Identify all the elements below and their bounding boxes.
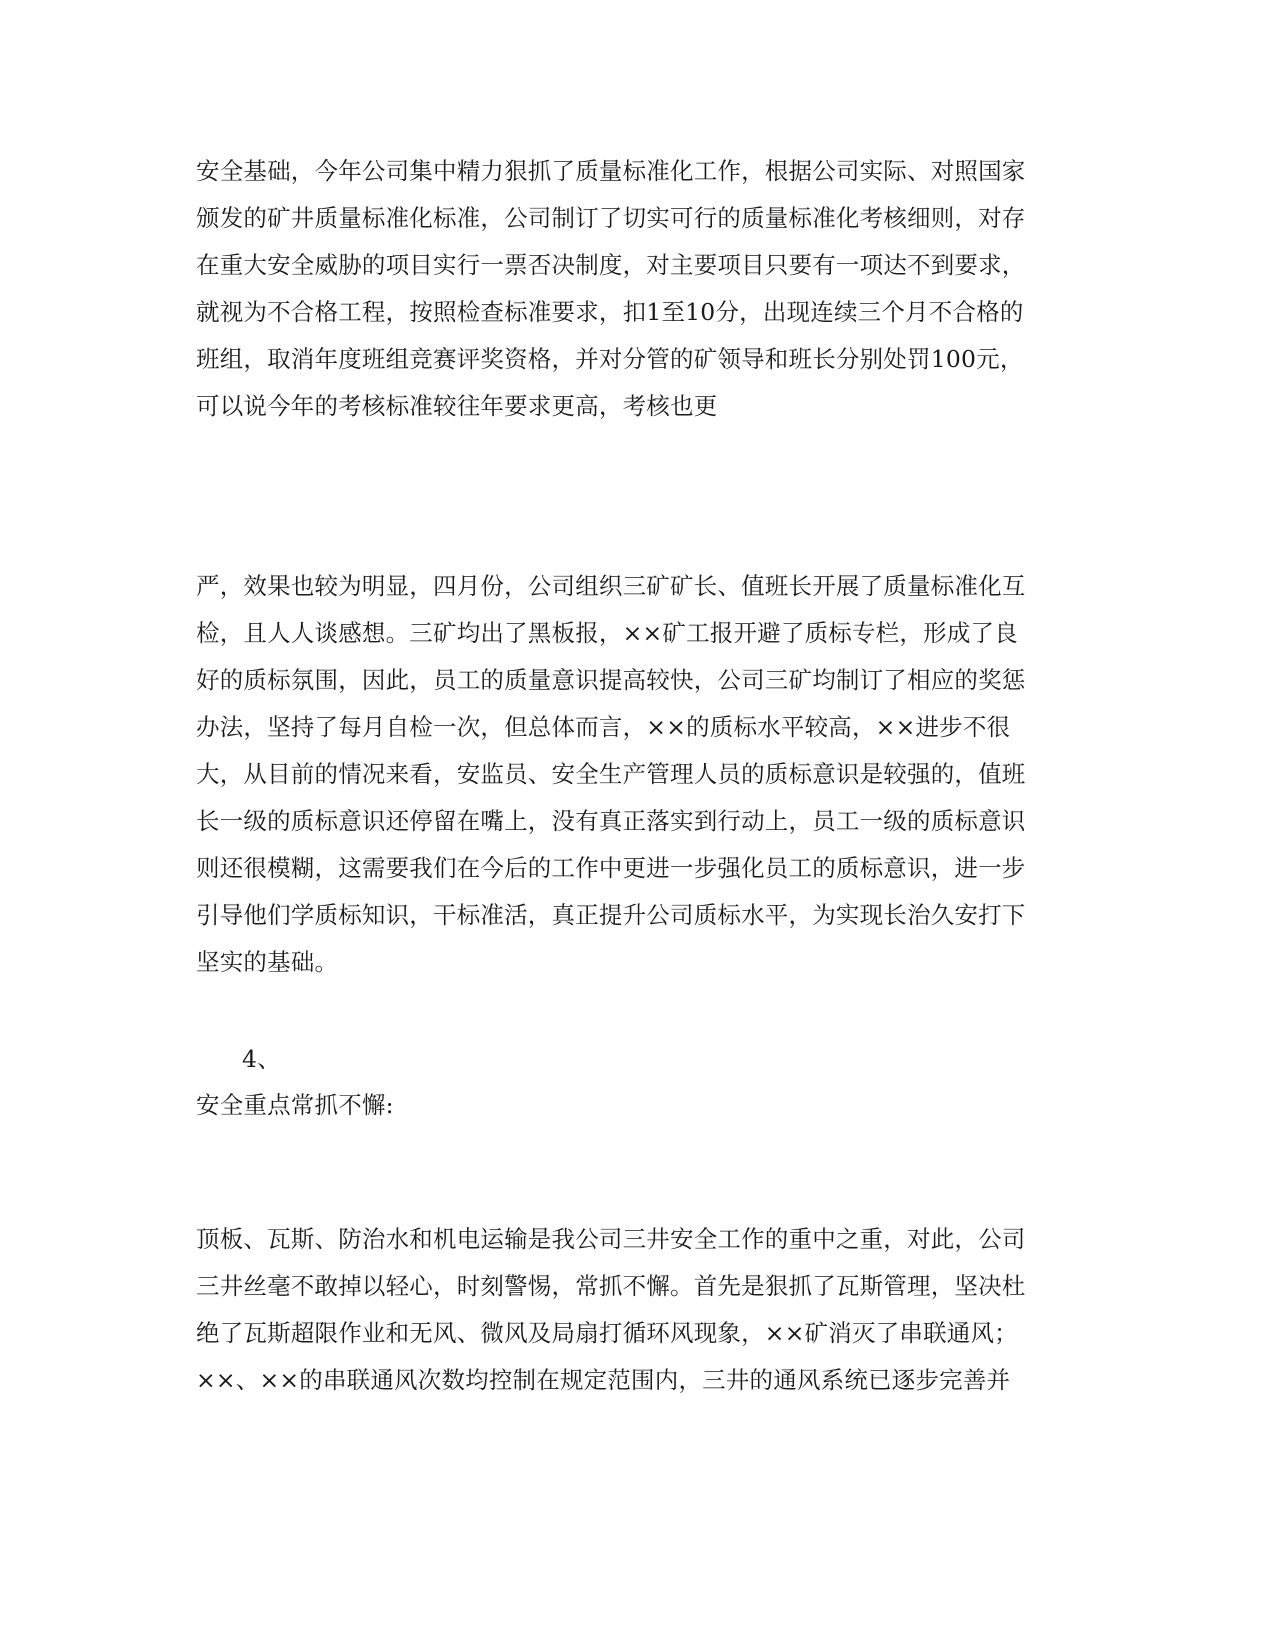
paragraph-2-line: 坚实的基础。: [196, 948, 339, 976]
paragraph-3-line: 三井丝毫不敢掉以轻心，时刻警惕，常抓不懈。首先是狠抓了瓦斯管理，坚决杜: [196, 1272, 1026, 1300]
paragraph-1-line: 可以说今年的考核标准较往年要求更高，考核也更: [196, 392, 718, 420]
paragraph-2-line: 则还很模糊，这需要我们在今后的工作中更进一步强化员工的质标意识，进一步: [196, 854, 1026, 882]
paragraph-3-line: ××、××的串联通风次数均控制在规定范围内，三井的通风系统已逐步完善并: [196, 1366, 1011, 1394]
paragraph-3-line: 绝了瓦斯超限作业和无风、微风及局扇打循环风现象，××矿消灭了串联通风；: [196, 1319, 1018, 1347]
paragraph-1-line: 安全基础，今年公司集中精力狠抓了质量标准化工作，根据公司实际、对照国家: [196, 157, 1026, 185]
paragraph-2-line: 严，效果也较为明显，四月份，公司组织三矿矿长、值班长开展了质量标准化互: [196, 572, 1026, 600]
paragraph-2-line: 检，且人人谈感想。三矿均出了黑板报，××矿工报开避了质标专栏，形成了良: [196, 619, 1018, 647]
paragraph-2-line: 引导他们学质标知识，干标准活，真正提升公司质标水平，为实现长治久安打下: [196, 901, 1026, 929]
section-heading: 安全重点常抓不懈:: [196, 1091, 394, 1119]
paragraph-2-line: 大，从目前的情况来看，安监员、安全生产管理人员的质标意识是较强的，值班: [196, 760, 1026, 788]
paragraph-1-line: 颁发的矿井质量标准化标准，公司制订了切实可行的质量标准化考核细则，对存: [196, 204, 1026, 232]
paragraph-1-line: 在重大安全威胁的项目实行一票否决制度，对主要项目只要有一项达不到要求，: [196, 251, 1026, 279]
paragraph-1-line: 就视为不合格工程，按照检查标准要求，扣1至10分，出现连续三个月不合格的: [196, 298, 1024, 326]
paragraph-2-line: 长一级的质标意识还停留在嘴上，没有真正落实到行动上，员工一级的质标意识: [196, 807, 1026, 835]
paragraph-3-line: 顶板、瓦斯、防治水和机电运输是我公司三井安全工作的重中之重，对此，公司: [196, 1225, 1026, 1253]
paragraph-1-line: 班组，取消年度班组竞赛评奖资格，并对分管的矿领导和班长分别处罚100元，: [196, 345, 1024, 373]
paragraph-2-line: 办法，坚持了每月自检一次，但总体而言，××的质标水平较高，××进步不很: [196, 713, 1011, 741]
paragraph-2-line: 好的质标氛围，因此，员工的质量意识提高较快，公司三矿均制订了相应的奖惩: [196, 666, 1026, 694]
section-number: 4、: [242, 1045, 281, 1073]
